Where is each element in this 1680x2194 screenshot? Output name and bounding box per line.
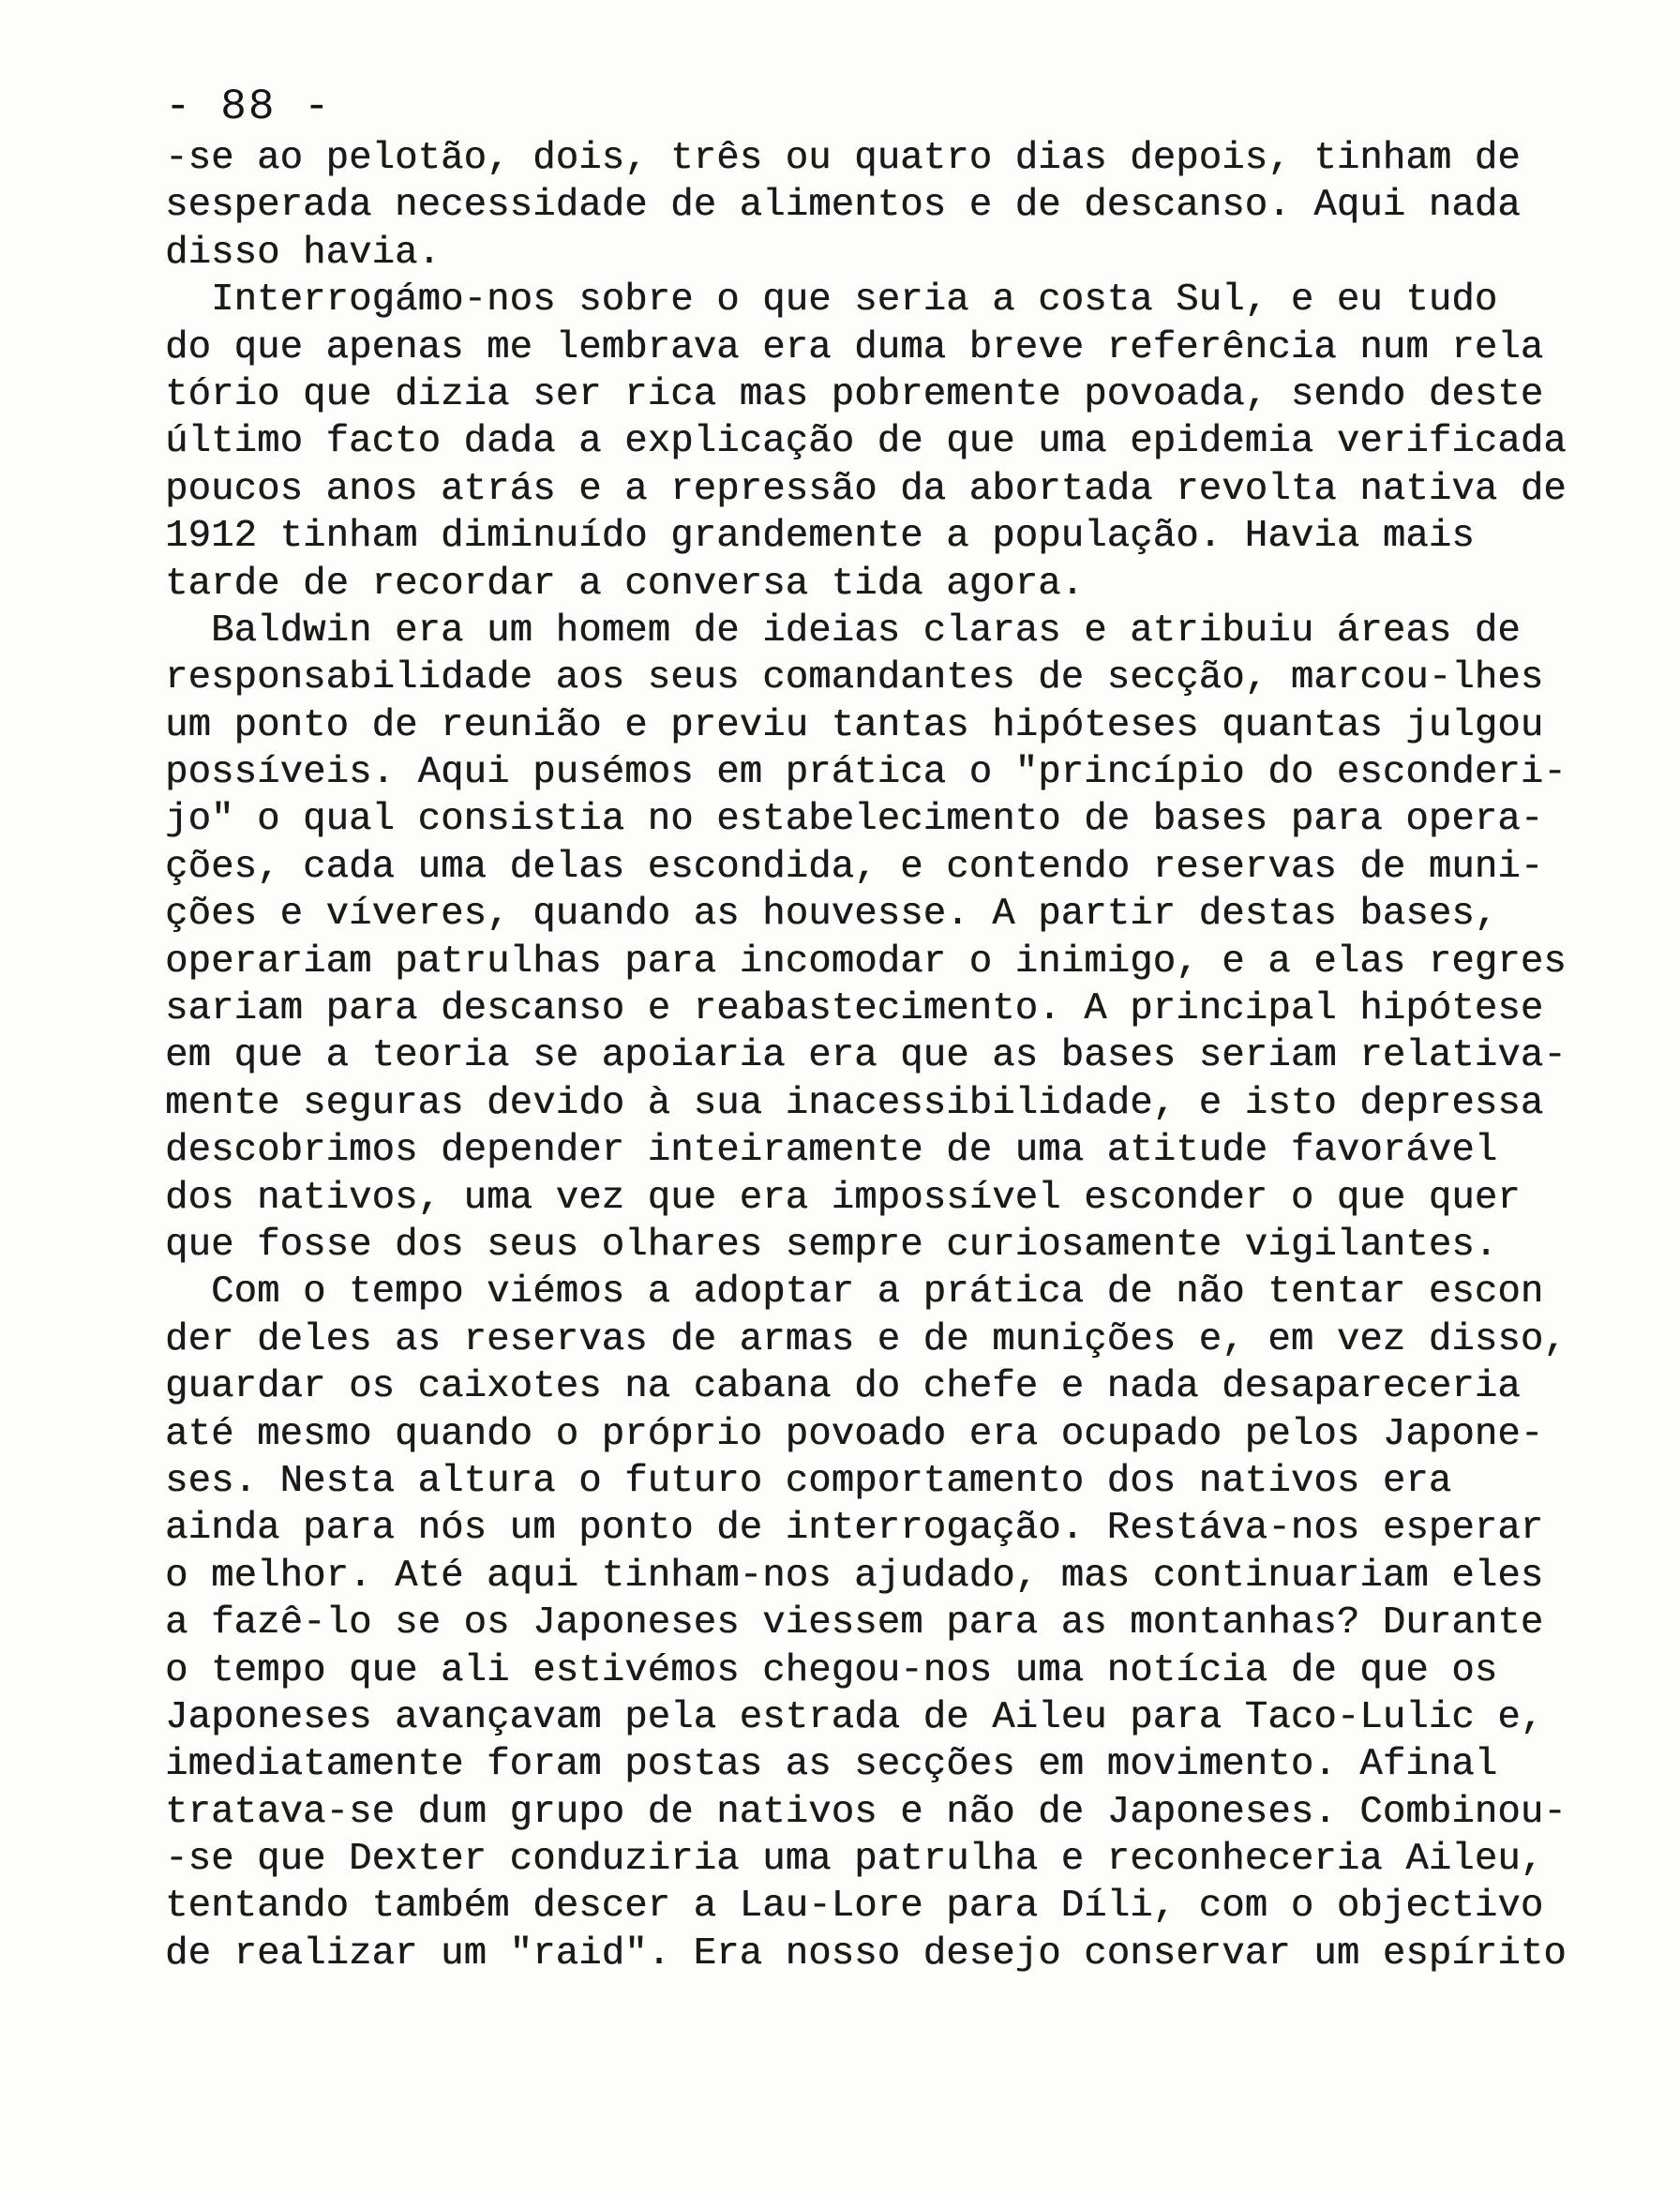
text-line: ainda para nós um ponto de interrogação. Restáva-nos esperar [165, 1507, 1544, 1551]
text-line: imediatamente foram postas as secções em movimento. Afinal [165, 1743, 1498, 1787]
text-line: Com o tempo viémos a adoptar a prática de não tentar escon [165, 1270, 1544, 1315]
text-line: der deles as reservas de armas e de munições e, em vez disso, [165, 1317, 1567, 1361]
text-line: tarde de recordar a conversa tida agora. [165, 562, 1085, 606]
text-line: dos nativos, uma vez que era impossível esconder o que quer [165, 1176, 1521, 1220]
text-line: em que a teoria se apoiaria era que as bases seriam relativa- [165, 1034, 1567, 1078]
text-line: até mesmo quando o próprio povoado era ocupado pelos Japone- [165, 1412, 1544, 1456]
text-line: sariam para descanso e reabastecimento. A principal hipótese [165, 987, 1544, 1031]
text-line: 1912 tinham diminuído grandemente a população. Havia mais [165, 515, 1475, 559]
text-line: que fosse dos seus olhares sempre curiosamente vigilantes. [165, 1223, 1498, 1267]
text-line: sesperada necessidade de alimentos e de descanso. Aqui nada [165, 184, 1521, 228]
text-line: de realizar um "raid". Era nosso desejo conservar um espírito [165, 1931, 1567, 1976]
text-line: ções e víveres, quando as houvesse. A partir destas bases, [165, 893, 1498, 937]
text-line: o melhor. Até aqui tinham-nos ajudado, mas continuariam eles [165, 1554, 1544, 1598]
body-text [165, 135, 1609, 1977]
text-line: -se ao pelotão, dois, três ou quatro dias depois, tinham de [165, 137, 1521, 180]
text-line: último facto dada a explicação de que uma epidemia verificada [165, 420, 1567, 464]
text-line: Japoneses avançavam pela estrada de Aileu para Taco-Lulic e, [165, 1695, 1544, 1739]
text-line: tório que dizia ser rica mas pobremente povoada, sendo deste [165, 372, 1544, 416]
text-line: tentando também descer a Lau-Lore para Díli, com o objectivo [165, 1885, 1544, 1929]
text-line: ções, cada uma delas escondida, e contendo reservas de muni- [165, 845, 1544, 889]
text-line: Interrogámo-nos sobre o que seria a costa Sul, e eu tudo [165, 278, 1498, 323]
text-line: tratava-se dum grupo de nativos e não de Japoneses. Combinou- [165, 1790, 1567, 1834]
text-line: mente seguras devido à sua inacessibilidade, e isto depressa [165, 1081, 1544, 1125]
text-line: possíveis. Aqui pusémos em prática o "princípio do esconderi- [165, 751, 1567, 795]
text-line: -se que Dexter conduziria uma patrulha e reconheceria Aileu, [165, 1838, 1544, 1882]
text-line: guardar os caixotes na cabana do chefe e nada desapareceria [165, 1365, 1521, 1409]
text-line: disso havia. [165, 231, 442, 275]
text-line: jo" o qual consistia no estabelecimento de bases para opera- [165, 798, 1544, 842]
text-line: ses. Nesta altura o futuro comportamento dos nativos era [165, 1459, 1452, 1503]
text-line: Baldwin era um homem de ideias claras e atribuiu áreas de [165, 609, 1521, 653]
text-line: do que apenas me lembrava era duma breve referência num rela [165, 325, 1544, 369]
text-line: um ponto de reunião e previu tantas hipóteses quantas julgou [165, 703, 1544, 747]
text-line: responsabilidade aos seus comandantes de secção, marcou-lhes [165, 656, 1544, 700]
text-line: descobrimos depender inteiramente de uma atitude favorável [165, 1129, 1498, 1173]
page-number: - 88 - [165, 83, 332, 131]
text-line: operariam patrulhas para incomodar o inimigo, e a elas regres [165, 939, 1567, 984]
text-line: a fazê-lo se os Japoneses viessem para as montanhas? Durante [165, 1601, 1544, 1646]
text-line: poucos anos atrás e a repressão da abortada revolta nativa de [165, 467, 1567, 511]
text-line: o tempo que ali estivémos chegou-nos uma notícia de que os [165, 1648, 1498, 1692]
